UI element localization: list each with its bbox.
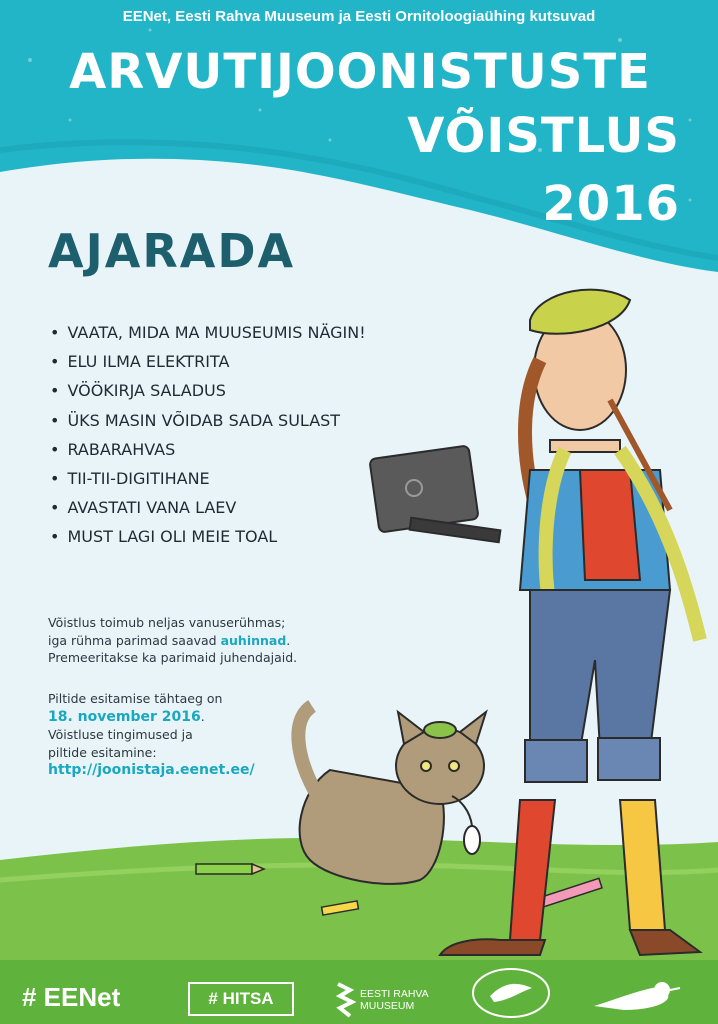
rules-link[interactable]: http://joonistaja.eenet.ee/ [48, 762, 255, 779]
deadline-line [48, 708, 255, 727]
topic-item: • ÜKS MASIN VÕIDAB SADA SULAST [50, 406, 366, 435]
topic-item: • VÖÖKIRJA SALADUS [50, 376, 366, 405]
deadline-block [48, 690, 255, 780]
intro-text: EENet, Eesti Rahva Muuseum ja Eesti Ornitoloogiaühing kutsuvad [122, 8, 596, 25]
erm-logo-line: EESTI RAHVA [360, 988, 429, 1000]
info-text: . [200, 708, 205, 724]
info-line: Premeeritakse ka parimaid juhendajaid. [48, 650, 298, 666]
title-line-1: ARVUTIJOONISTUSTE [69, 44, 651, 100]
rules-line: piltide esitamine: [48, 744, 157, 760]
info-line [48, 632, 297, 650]
rules-link-line [48, 761, 255, 780]
bird-logo-icon[interactable] [584, 970, 694, 1018]
section-title: AJARADA [48, 224, 296, 278]
highlight-prizes: auhinnad [220, 632, 287, 648]
topic-item: • TII-TII-DIGITIHANE [50, 464, 366, 493]
info-line: Võistlus toimub neljas vanuserühmas; [48, 615, 286, 630]
erm-logo-icon [334, 982, 356, 1018]
rules-line: Võistluse tingimused ja [48, 727, 193, 743]
topic-item: • VAATA, MIDA MA MUUSEUMIS NÄGIN! [50, 318, 366, 347]
erm-logo[interactable] [360, 988, 429, 1012]
title-line-2: VÕISTLUS [407, 108, 680, 164]
deadline-date: 18. november 2016 [48, 708, 201, 725]
deadline-label: Piltide esitamise tähtaeg on [48, 691, 223, 706]
topic-item: • RABARAHVAS [50, 435, 366, 464]
topic-item: • MUST LAGI OLI MEIE TOAL [50, 522, 366, 551]
info-text: . [286, 632, 291, 648]
info-block [48, 614, 297, 667]
ornithology-seal-icon[interactable] [470, 966, 552, 1020]
erm-logo-line: MUUSEUM [360, 1000, 415, 1012]
title-line-3: 2016 [542, 176, 680, 232]
info-text: iga rühma parimad saavad [48, 632, 221, 648]
topic-item: • ELU ILMA ELEKTRITA [50, 347, 366, 376]
topic-item: • AVASTATI VANA LAEV [50, 493, 366, 522]
hitsa-logo[interactable]: # HITSA [188, 982, 294, 1016]
pencil-icon [196, 864, 264, 874]
eenet-logo[interactable]: # EENet [22, 982, 121, 1012]
